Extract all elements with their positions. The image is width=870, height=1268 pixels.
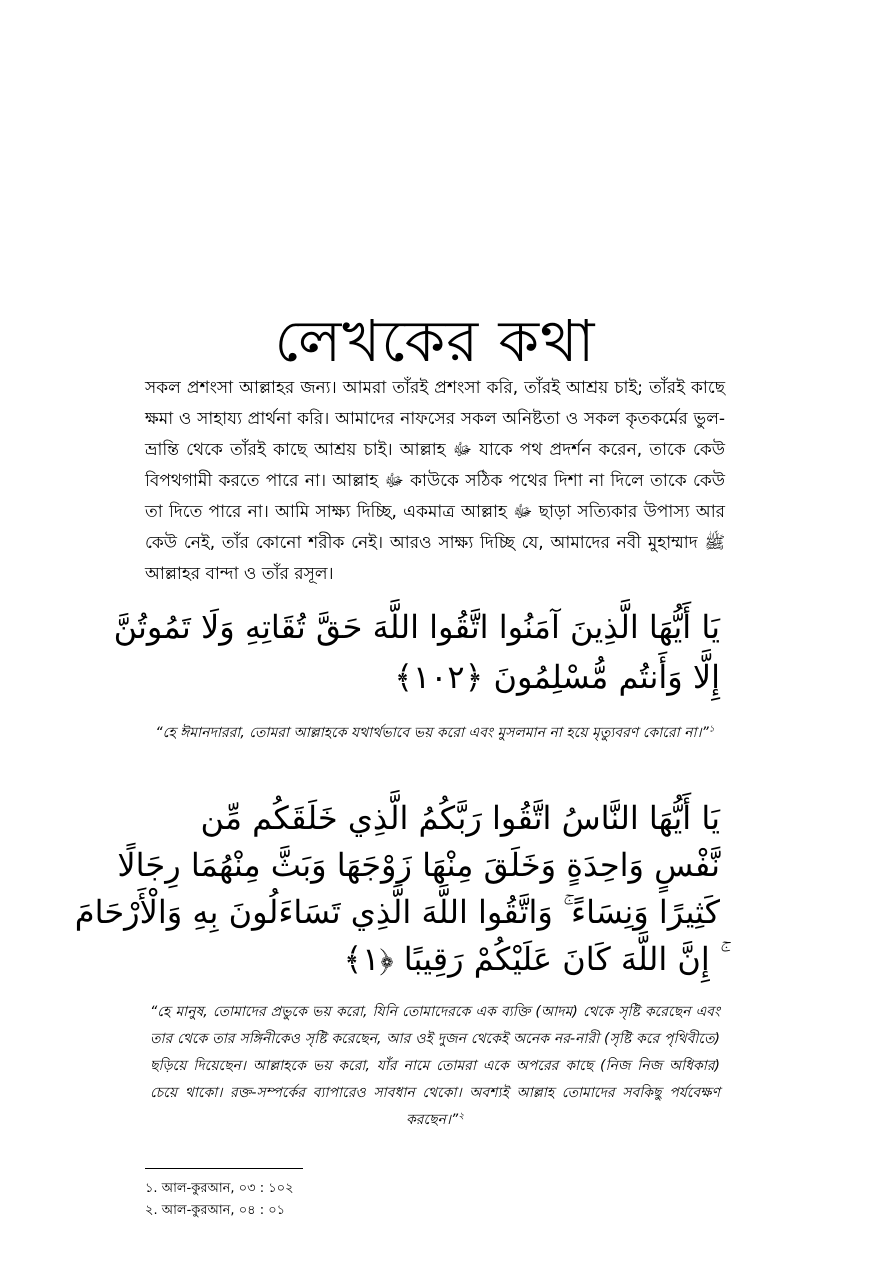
footnotes-list bbox=[145, 1178, 294, 1222]
quran-verse-1-line: إِلَّا وَأَنتُم مُّسْلِمُونَ ﴿١٠٢﴾ bbox=[394, 658, 720, 696]
intro-paragraph: সকল প্রশংসা আল্লাহর জন্য। আমরা তাঁরই প্রশংসা করি, তাঁরই আশ্রয় চাই; তাঁরই কাছে ক্ষমা ও সাহায্য প্রার্থনা করি। আমাদের নাফসের সকল অনিষ্টতা ও সকল কৃতকর্মের ভুল-ভ্রান্তি থেকে তাঁরই কাছে আশ্রয় চাই। আল্লাহ ﷻ যাকে পথ প্রদর্শন করেন, তাকে কেউ বিপথগামী করতে পারে না। আল্লাহ ﷻ কাউকে সঠিক পথের দিশা না দিলে তাকে কেউ তা দিতে পারে না। আমি সাক্ষ্য দিচ্ছি, একমাত্র আল্লাহ ﷻ ছাড়া সত্যিকার উপাস্য আর কেউ নেই, তাঁর কোনো শরীক নেই। আরও সাক্ষ্য দিচ্ছি যে, আমাদের নবী মুহাম্মাদ ﷺ আল্লাহর বান্দা ও তাঁর রসূল। bbox=[145, 378, 725, 584]
quran-verse-2-line: يَا أَيُّهَا النَّاسُ اتَّقُوا رَبَّكُمُ الَّذِي خَلَقَكُم مِّن bbox=[200, 799, 720, 837]
quran-verse-2-line: كَثِيرًا وَنِسَاءً ۚ وَاتَّقُوا اللَّهَ الَّذِي تَسَاءَلُونَ بِهِ وَالْأَرْحَامَ bbox=[74, 893, 720, 931]
translation-text: “হে ঈমানদাররা, তোমরা আল্লাহকে যথার্থভাবে ভয় করো এবং মুসলমান না হয়ে মৃত্যুবরণ কোরো না।” bbox=[155, 725, 709, 741]
footnote-reference: ১ bbox=[708, 724, 715, 735]
quran-verse-1-line: يَا أَيُّهَا الَّذِينَ آمَنُوا اتَّقُوا اللَّهَ حَقَّ تُقَاتِهِ وَلَا تَمُوتُنَّ bbox=[113, 608, 720, 646]
quran-verse-1-arabic bbox=[113, 602, 720, 702]
translation-text: “হে মানুষ, তোমাদের প্রভুকে ভয় করো, যিনি তোমাদেরকে এক ব্যক্তি (আদম) থেকে সৃষ্টি করেছেন এবং তার থেকে তার সঙ্গিনীকেও সৃষ্টি করেছেন, আর ওই দুজন থেকেই অনেক নর-নারী (সৃষ্টি করে পৃথিবীতে) ছড়িয়ে দিয়েছেন। আল্লাহকে ভয় করো, যাঁর নামে তোমরা একে অপরের কাছে (নিজ নিজ অধিকার) চেয়ে থাকো। রক্ত-সম্পর্কের ব্যাপারেও সাবধান থেকো। অবশ্যই আল্লাহ তোমাদের সবকিছু পর্যবেক্ষণ করছেন।” bbox=[150, 1004, 720, 1128]
footnote-item: ১. আল-কুরআন, ০৩ : ১০২ bbox=[145, 1181, 294, 1196]
quran-verse-2-arabic bbox=[74, 795, 720, 983]
quran-verse-1-translation bbox=[150, 720, 720, 746]
quran-verse-2-translation bbox=[150, 999, 720, 1134]
chapter-title: লেখকের কথা bbox=[274, 306, 596, 375]
quran-verse-2-line: ۚ إِنَّ اللَّهَ كَانَ عَلَيْكُمْ رَقِيبًا ﴿١﴾ bbox=[343, 940, 720, 978]
footnote-divider bbox=[145, 1168, 303, 1169]
footnote-item: ২. আল-কুরআন, ০৪ : ০১ bbox=[145, 1203, 286, 1218]
quran-verse-2-line: نَّفْسٍ وَاحِدَةٍ وَخَلَقَ مِنْهَا زَوْجَهَا وَبَثَّ مِنْهُمَا رِجَالًا bbox=[117, 846, 720, 884]
footnote-reference: ২ bbox=[458, 1111, 465, 1122]
